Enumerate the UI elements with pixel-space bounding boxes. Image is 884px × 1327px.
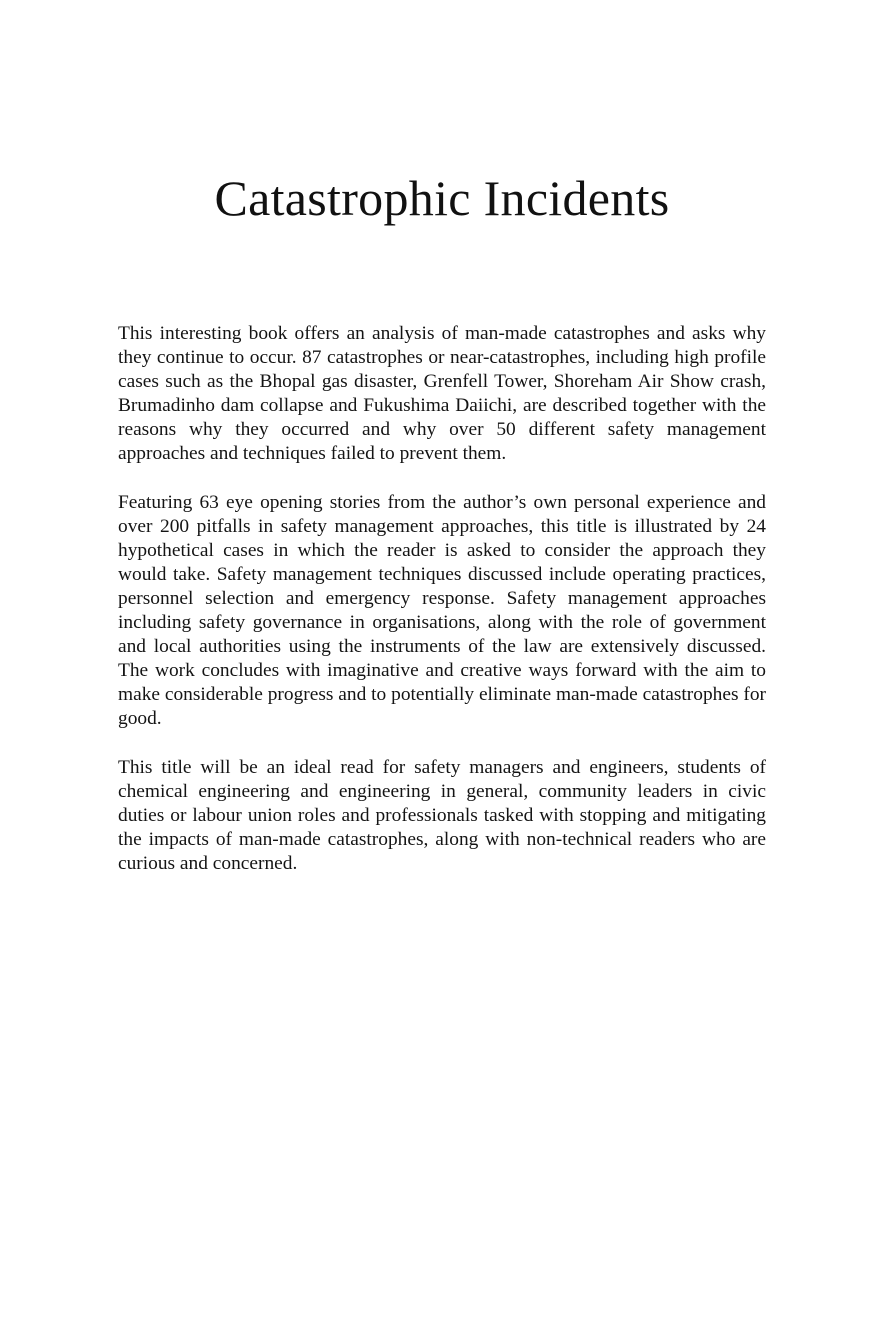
paragraph-audience: This title will be an ideal read for safety managers and engineers, students of chemical engineering and engineering in general, community leaders in civic duties or labour union roles and professionals tasked with stopping and mitigating the impacts of man-made catastrophes, along with non-technical readers who are curious and concerned. [118,756,766,874]
paragraph-features: Featuring 63 eye opening stories from the author’s own personal experience and over 200 pitfalls in safety management approaches, this title is illustrated by 24 hypothetical cases in which the reader is asked to consider the approach they would take. Safety management techniques discussed include operating practices, personnel selection and emergency response. Safety management approaches including safety governance in organisations, along with the role of government and local authorities using the instruments of the law are extensively discussed. The work concludes with imaginative and creative ways forward with the aim to make considerable progress and to potentially eliminate man-made catastrophes for good. [118,491,766,730]
description-body [118,322,766,876]
paragraph-overview: This interesting book offers an analysis of man-made catastrophes and asks why they continue to occur. 87 catastrophes or near-catastrophes, including high profile cases such as the Bhopal gas disaster, Grenfell Tower, Shoreham Air Show crash, Brumadinho dam collapse and Fukushima Daiichi, are described together with the reasons why they occurred and why over 50 different safety management approaches and techniques failed to prevent them. [118,323,766,465]
page-title: Catastrophic Incidents [214,170,670,226]
